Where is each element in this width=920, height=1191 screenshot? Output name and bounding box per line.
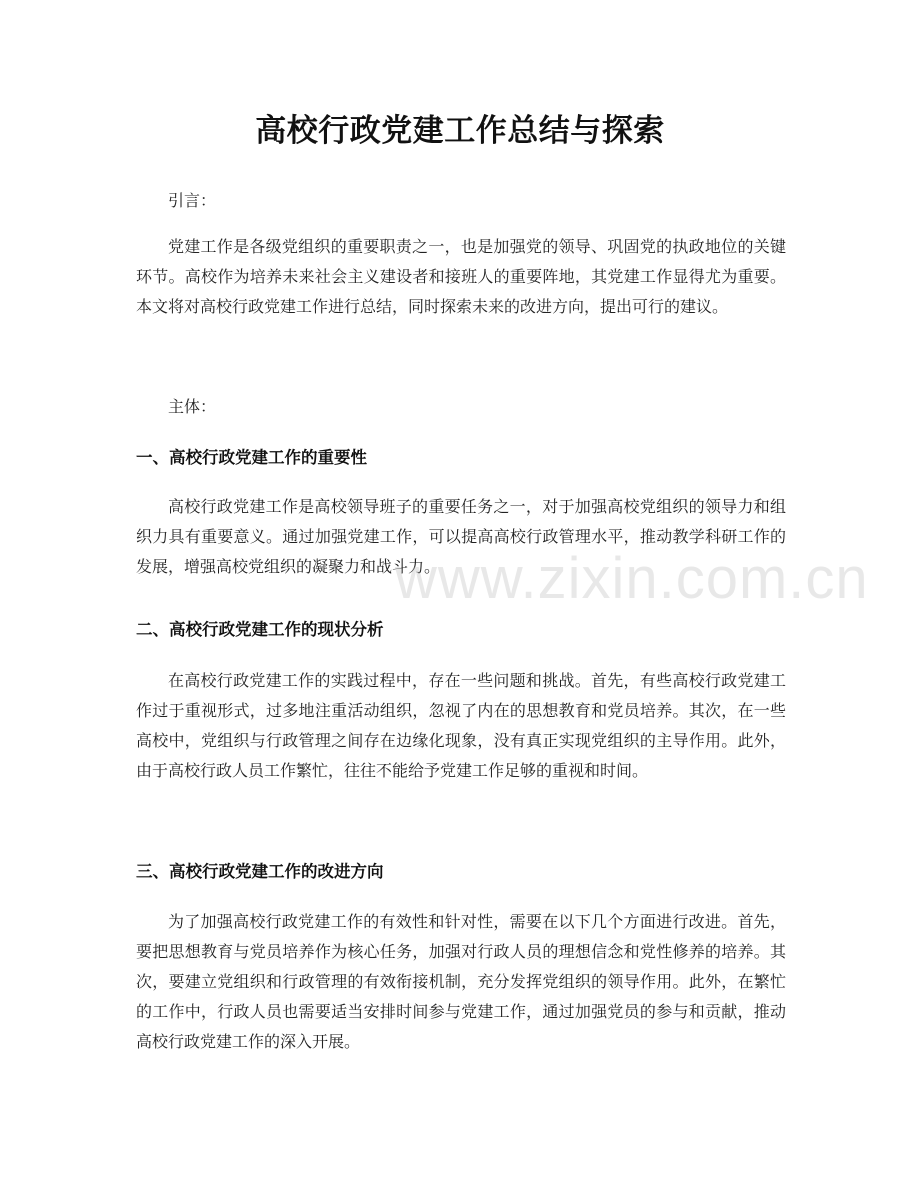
document-title: 高校行政党建工作总结与探索 <box>255 113 665 149</box>
section-heading: 一、高校行政党建工作的重要性 <box>136 448 367 467</box>
section-paragraph: 在高校行政党建工作的实践过程中，存在一些问题和挑战。首先，有些高校行政党建工作过于重视形式，过多地注重活动组织，忽视了内在的思想教育和党员培养。其次，在一些高校中，党组织与行政管理之间存在边缘化现象，没有真正实现党组织的主导作用。此外，由于高校行政人员工作繁忙，往往不能给予党建工作足够的重视和时间。 <box>136 671 786 780</box>
section-paragraph: 高校行政党建工作是高校领导班子的重要任务之一，对于加强高校党组织的领导力和组织力具有重要意义。通过加强党建工作，可以提高高校行政管理水平，推动教学科研工作的发展，增强高校党组织的凝聚力和战斗力。 <box>136 497 786 576</box>
intro-label: 引言： <box>168 191 217 210</box>
intro-paragraph: 党建工作是各级党组织的重要职责之一，也是加强党的领导、巩固党的执政地位的关键环节。高校作为培养未来社会主义建设者和接班人的重要阵地，其党建工作显得尤为重要。本文将对高校行政党建工作进行总结，同时探索未来的改进方向，提出可行的建议。 <box>136 237 786 316</box>
watermark: www.zixin.com.cn <box>395 546 869 611</box>
section-heading: 三、高校行政党建工作的改进方向 <box>136 862 384 881</box>
section-paragraph: 为了加强高校行政党建工作的有效性和针对性，需要在以下几个方面进行改进。首先，要把思想教育与党员培养作为核心任务，加强对行政人员的理想信念和党性修养的培养。其次，要建立党组织和行政管理的有效衔接机制，充分发挥党组织的领导作用。此外，在繁忙的工作中，行政人员也需要适当安排时间参与党建工作，通过加强党员的参与和贡献，推动高校行政党建工作的深入开展。 <box>136 912 786 1051</box>
section-heading: 二、高校行政党建工作的现状分析 <box>136 620 384 639</box>
body-label: 主体： <box>168 397 217 416</box>
